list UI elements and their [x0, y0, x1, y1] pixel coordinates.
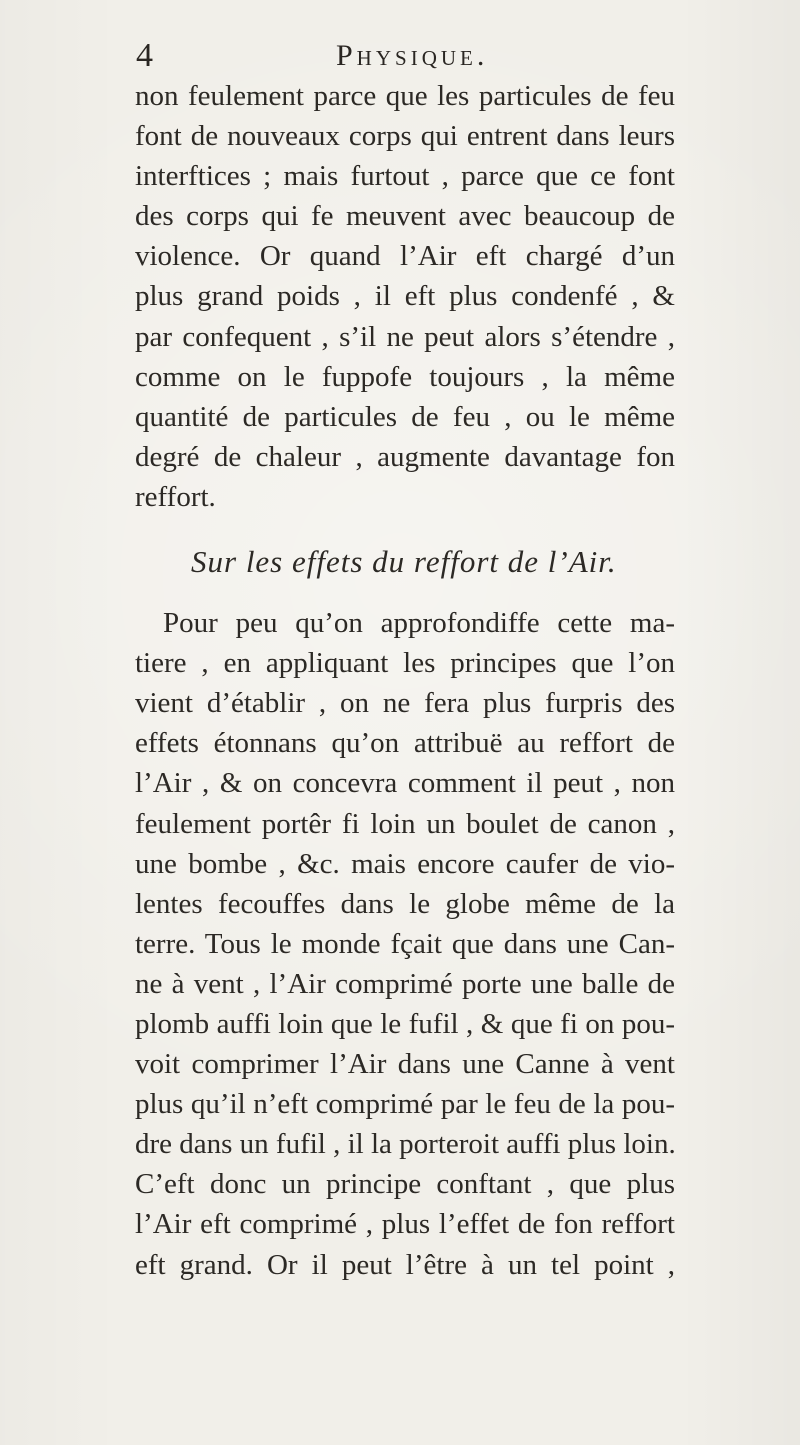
text-line: degré de chaleur , augmente davantage fon — [135, 440, 675, 473]
text-line: reffort. — [135, 480, 216, 513]
running-title: Physique. — [336, 39, 489, 72]
text-line: voit comprimer l’Air dans une Canne à vent — [135, 1048, 675, 1081]
text-line: des corps qui fe meuvent avec beaucoup de — [135, 200, 675, 233]
text-line: feulement portêr fi loin un boulet de canon , — [135, 807, 675, 840]
text-line: quantité de particules de feu , ou le même — [135, 400, 675, 433]
text-line: l’Air , & on concevra comment il peut , non — [135, 767, 675, 800]
text-line: font de nouveaux corps qui entrent dans leurs — [135, 120, 675, 153]
text-line: interftices ; mais furtout , parce que ce font — [135, 160, 675, 193]
text-line: comme on le fuppofe toujours , la même — [135, 360, 675, 393]
text-line: ne à vent , l’Air comprimé porte une balle de — [135, 967, 675, 1000]
text-line: une bombe , &c. mais encore caufer de vio- — [135, 847, 675, 880]
text-line: terre. Tous le monde fçait que dans une Can- — [135, 927, 675, 960]
text-line: lentes fecouffes dans le globe même de la — [135, 887, 675, 920]
page-header — [136, 34, 656, 78]
text-line: dre dans un fufil , il la porteroit auffi plus loin. — [135, 1128, 676, 1161]
text-line: tiere , en appliquant les principes que l’on — [135, 647, 675, 680]
page-text — [135, 76, 675, 1285]
text-line: vient d’établir , on ne fera plus furpris des — [135, 687, 675, 720]
text-line: violence. Or quand l’Air eft chargé d’un — [135, 240, 675, 273]
text-line: C’eft donc un principe conftant , que plus — [135, 1168, 675, 1201]
text-line: plus grand poids , il eft plus condenfé , & — [135, 280, 675, 313]
text-line: non feulement parce que les particules de feu — [135, 80, 675, 112]
text-line: eft grand. Or il peut l’être à un tel point , — [135, 1248, 675, 1281]
text-line: effets étonnans qu’on attribuë au reffort de — [135, 727, 675, 760]
section-heading: Sur les effets du reffort de l’Air. — [191, 544, 617, 580]
text-line: l’Air eft comprimé , plus l’effet de fon reffort — [135, 1208, 675, 1241]
text-line: par confequent , s’il ne peut alors s’étendre , — [135, 320, 675, 353]
paragraph-1 — [135, 76, 675, 517]
page-number: 4 — [136, 37, 153, 74]
paragraph-2 — [135, 603, 675, 1285]
text-line: Pour peu qu’on approfondiffe cette ma- — [163, 607, 675, 640]
text-line: plus qu’il n’eft comprimé par le feu de la pou- — [135, 1088, 675, 1121]
text-line: plomb auffi loin que le fufil , & que fi on pou- — [135, 1007, 675, 1040]
